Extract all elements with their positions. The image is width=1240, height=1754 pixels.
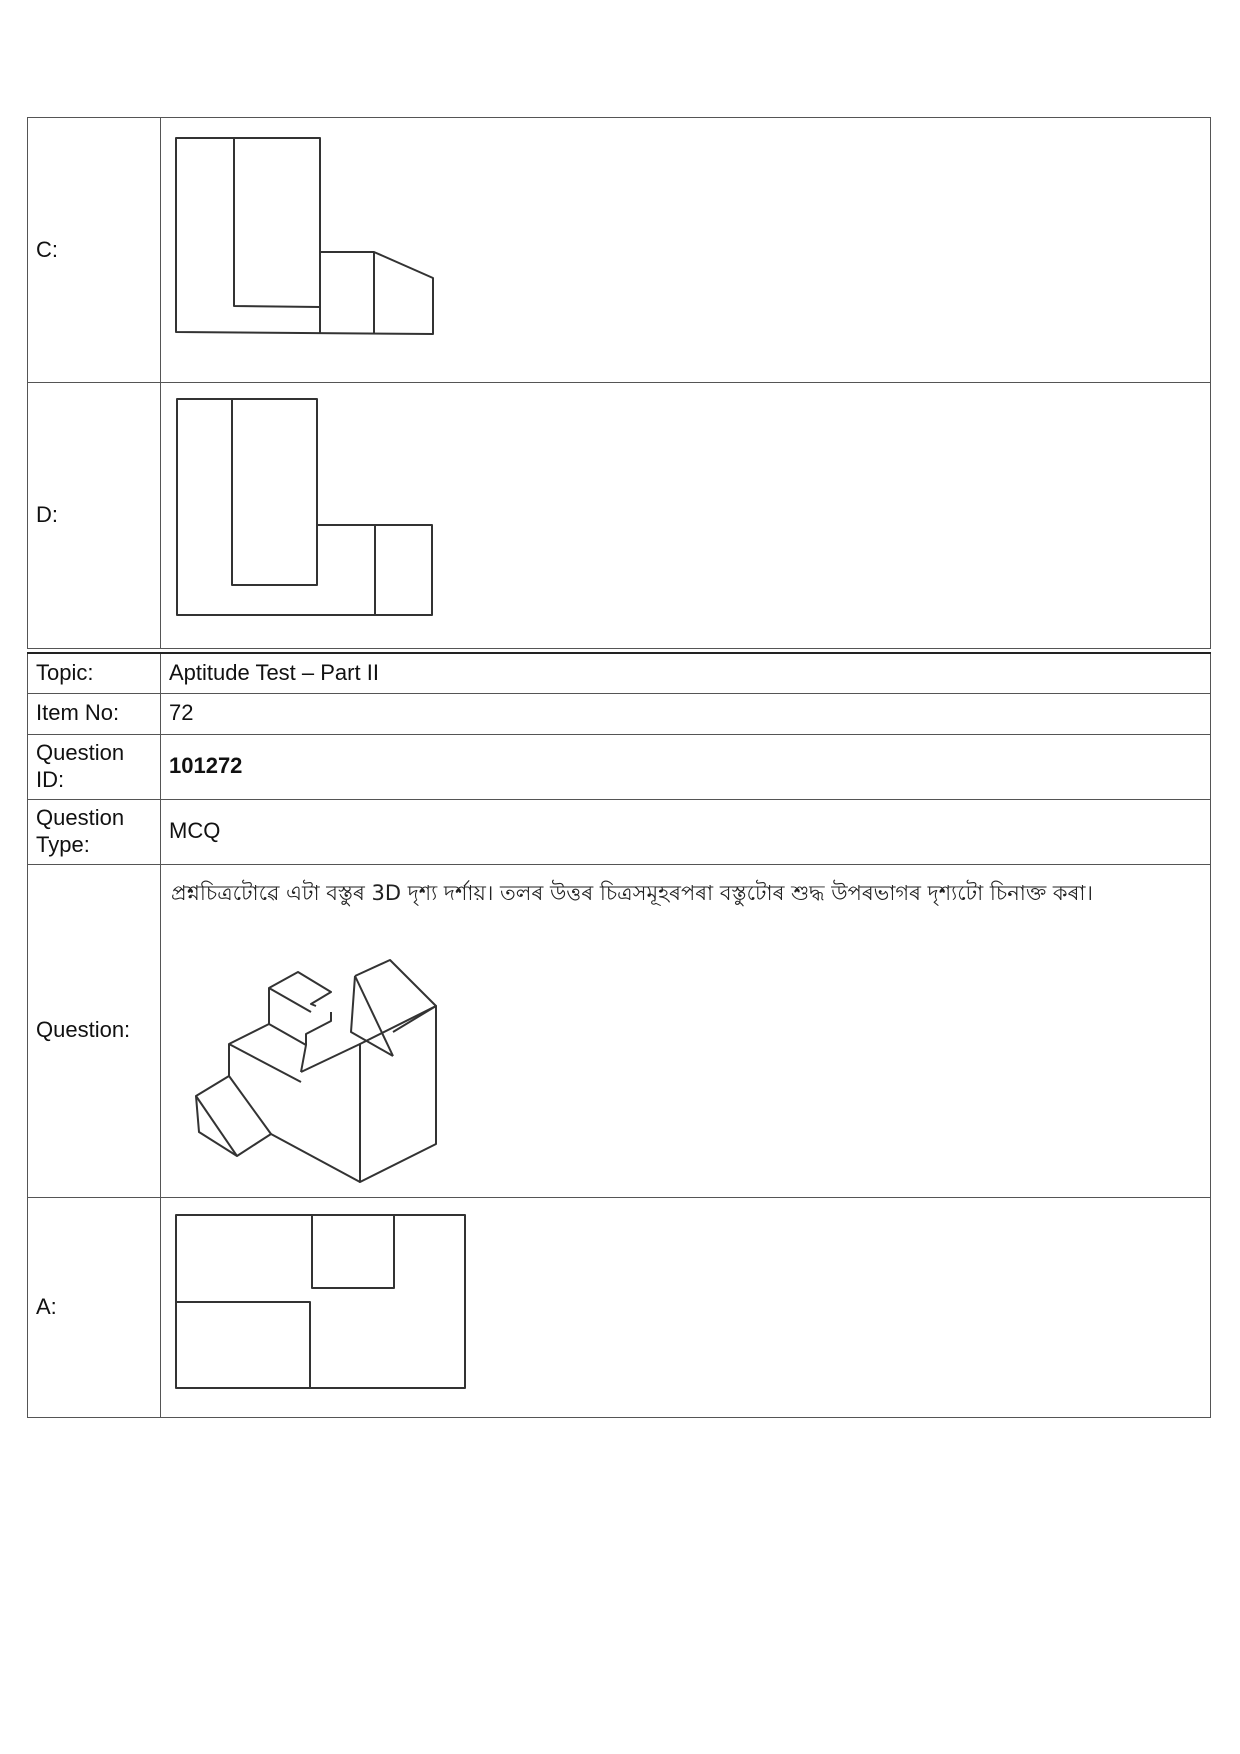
question-type-label: Question Type: — [28, 799, 161, 864]
question-type-value: MCQ — [161, 799, 1211, 864]
item-no-label: Item No: — [28, 693, 161, 734]
option-row-c — [28, 118, 1211, 383]
topic-value: Aptitude Test – Part II — [161, 653, 1211, 693]
option-d-label: D: — [28, 383, 161, 648]
option-c-label: C: — [28, 118, 161, 383]
options-table — [27, 117, 1211, 649]
question-label: Question: — [28, 864, 161, 1197]
option-d-drawing — [175, 397, 475, 627]
option-a-figure-cell — [161, 1197, 1211, 1417]
option-row-d — [28, 383, 1211, 648]
question-text: প্ৰশ্নচিত্ৰটোৱে এটা বস্তুৰ 3D দৃশ্য দৰ্শায়। তলৰ উত্তৰ চিত্ৰসমূহৰপৰা বস্তুটোৰ শুদ্ধ উপৰভাগৰ দৃশ্যটো চিনাক্ত কৰা। — [171, 880, 1094, 905]
question-content-cell — [161, 864, 1211, 1197]
question-id-label: Question ID: — [28, 734, 161, 799]
question-id-value: 101272 — [161, 734, 1211, 799]
option-a-drawing — [175, 1212, 475, 1397]
topic-label: Topic: — [28, 653, 161, 693]
item-no-row — [28, 693, 1211, 734]
option-d-figure-cell — [161, 383, 1211, 648]
option-c-drawing — [175, 132, 475, 362]
question-3d-object-drawing — [171, 924, 451, 1184]
item-no-value: 72 — [161, 693, 1211, 734]
question-table — [27, 652, 1211, 1418]
option-a-label: A: — [28, 1197, 161, 1417]
question-id-row — [28, 734, 1211, 799]
topic-row — [28, 653, 1211, 693]
question-type-row — [28, 799, 1211, 864]
question-row — [28, 864, 1211, 1197]
option-c-figure-cell — [161, 118, 1211, 383]
option-row-a — [28, 1197, 1211, 1417]
